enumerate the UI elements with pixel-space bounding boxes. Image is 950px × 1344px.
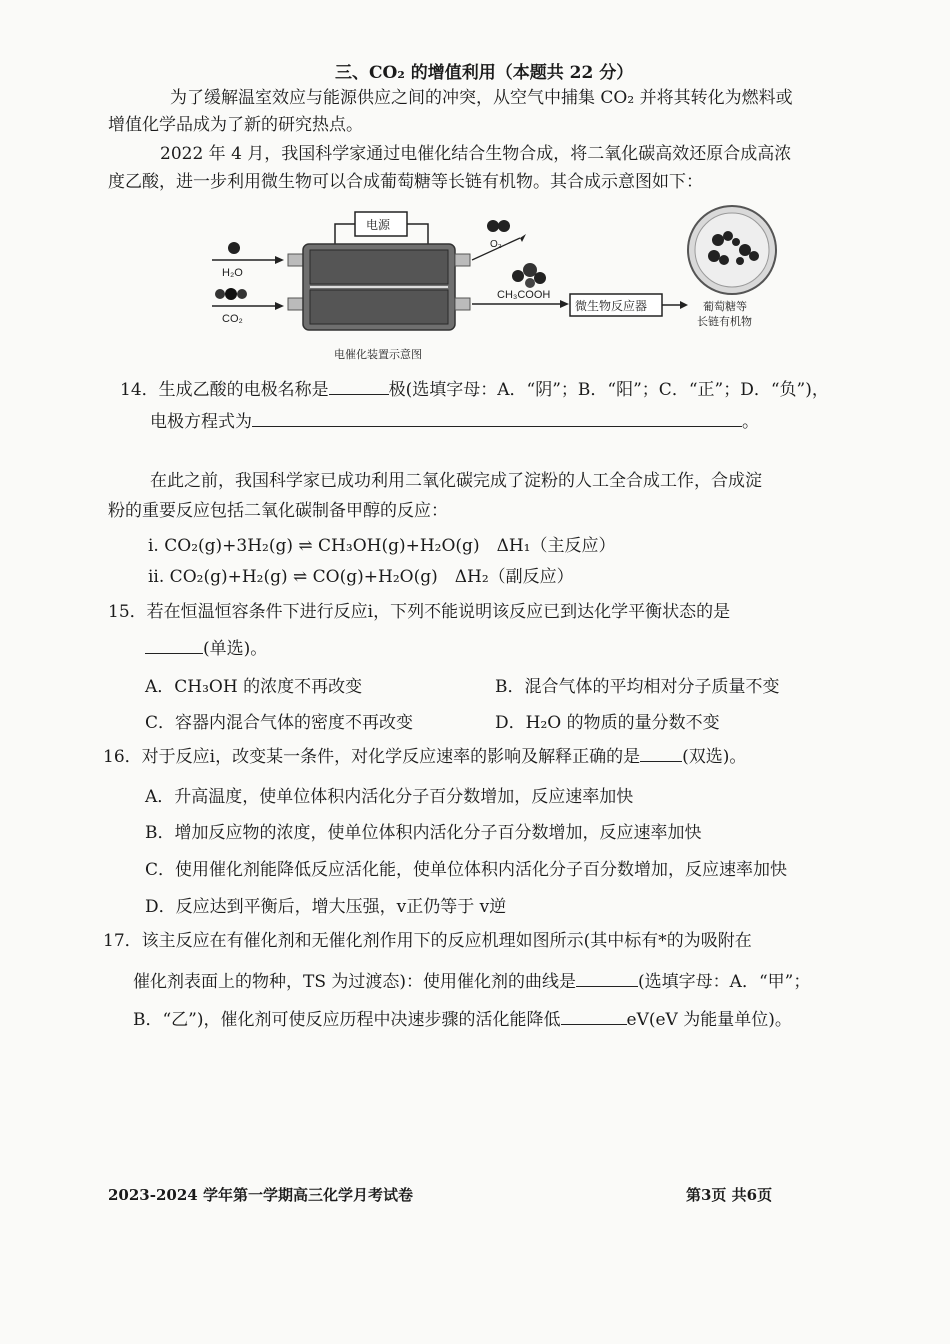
- power-label: 电源: [366, 218, 391, 232]
- q15-line-2: [145, 637, 267, 660]
- q15-option-a: A．CH₃OH 的浓度不再改变: [145, 677, 363, 697]
- q16-option-d: D．反应达到平衡后，增大压强，v正仍等于 v逆: [145, 897, 507, 917]
- q14-stem: 14．生成乙酸的电极名称是: [120, 380, 329, 400]
- section-title: 三、CO₂ 的增值利用（本题共 22 分）: [335, 63, 634, 83]
- q17-answer-blank-1[interactable]: [576, 970, 638, 987]
- intro-paragraph-1-line-2: 增值化学品成为了新的研究热点。: [108, 115, 363, 135]
- q17-line-3: [133, 1008, 792, 1031]
- product-label-line-1: 葡萄糖等: [703, 301, 747, 313]
- q16-option-c: C．使用催化剂能降低反应活化能，使单位体积内活化分子百分数增加，反应速率加快: [145, 860, 788, 880]
- q17-line-2: [133, 970, 810, 993]
- o2-molecule-icon: [487, 220, 499, 232]
- electrocatalysis-figure: [200, 198, 800, 363]
- q14-answer-blank-2[interactable]: [252, 410, 742, 427]
- q15-option-c: C．容器内混合气体的密度不再改变: [145, 713, 414, 733]
- q14-answer-blank-1[interactable]: [329, 378, 389, 395]
- q14-equation-prompt: 电极方程式为: [150, 412, 252, 432]
- q15-option-b: B．混合气体的平均相对分子质量不变: [495, 677, 780, 697]
- q15-answer-blank[interactable]: [145, 637, 203, 654]
- q14-period: 。: [742, 412, 759, 432]
- q16-answer-blank[interactable]: [640, 745, 682, 762]
- para2-line-2: 粉的重要反应包括二氧化碳制备甲醇的反应：: [108, 501, 448, 521]
- q16-stem: 16．对于反应i，改变某一条件，对化学反应速率的影响及解释正确的是: [103, 747, 641, 767]
- q15-option-d: D．H₂O 的物质的量分数不变: [495, 713, 720, 733]
- q16-option-b: B．增加反应物的浓度，使单位体积内活化分子百分数增加，反应速率加快: [145, 823, 702, 843]
- co2-label: CO₂: [222, 313, 243, 325]
- q17-options: (选填字母：A．“甲”；: [638, 972, 811, 992]
- q14-options: 极(选填字母：A．“阴”；B．“阳”；C．“正”；D．“负”)，: [388, 380, 829, 400]
- acetic-acid-label: CH₃COOH: [497, 289, 551, 301]
- q17-answer-blank-2[interactable]: [561, 1008, 627, 1025]
- figure-caption: 电催化装置示意图: [334, 349, 422, 361]
- q15-single-choice: (单选)。: [203, 639, 268, 659]
- q17-stem: 催化剂表面上的物种，TS 为过渡态)：使用催化剂的曲线是: [133, 972, 577, 992]
- intro-paragraph-2-line-1: 2022 年 4 月，我国科学家通过电催化结合生物合成，将二氧化碳高效还原合成高浓: [160, 144, 792, 164]
- footer-exam-title: 2023-2024 学年第一学期高三化学月考试卷: [108, 1186, 413, 1204]
- q17-line-1: 17．该主反应在有催化剂和无催化剂作用下的反应机理如图所示(其中标有*的为吸附在: [103, 931, 752, 951]
- intro-paragraph-1-line-1: 为了缓解温室效应与能源供应之间的冲突，从空气中捕集 CO₂ 并将其转化为燃料或: [170, 88, 793, 108]
- reaction-i: i. CO₂(g)+3H₂(g) ⇌ CH₃OH(g)+H₂O(g) ΔH₁（主反应）: [148, 536, 616, 556]
- o2-label: O₂: [490, 239, 502, 250]
- reaction-ii: ii. CO₂(g)+H₂(g) ⇌ CO(g)+H₂O(g) ΔH₂（副反应）: [148, 567, 574, 587]
- q14-line-2: [150, 410, 759, 433]
- q17-unit: eV(eV 为能量单位)。: [626, 1010, 792, 1030]
- intro-paragraph-2-line-2: 度乙酸，进一步利用微生物可以合成葡萄糖等长链有机物。其合成示意图如下：: [108, 172, 703, 192]
- co2-molecule-icon: [215, 289, 225, 299]
- q17-stem-2: B．“乙”)，催化剂可使反应历程中决速步骤的活化能降低: [133, 1010, 561, 1030]
- q16-option-a: A．升高温度，使单位体积内活化分子百分数增加，反应速率加快: [145, 787, 634, 807]
- q16-double-choice: (双选)。: [682, 747, 747, 767]
- footer-page-number: 第3页 共6页: [686, 1186, 773, 1204]
- acetic-acid-molecule-icon: [512, 270, 524, 282]
- h2o-molecule-icon: [228, 242, 240, 254]
- para2-line-1: 在此之前，我国科学家已成功利用二氧化碳完成了淀粉的人工全合成工作，合成淀: [150, 471, 762, 491]
- reactor-label: 微生物反应器: [575, 299, 648, 313]
- q14-line-1: [120, 378, 829, 401]
- q16-line-1: [103, 745, 746, 768]
- product-label-line-2: 长链有机物: [697, 316, 752, 328]
- q15-stem: 15．若在恒温恒容条件下进行反应i，下列不能说明该反应已到达化学平衡状态的是: [108, 602, 731, 622]
- h2o-label: H₂O: [222, 267, 243, 279]
